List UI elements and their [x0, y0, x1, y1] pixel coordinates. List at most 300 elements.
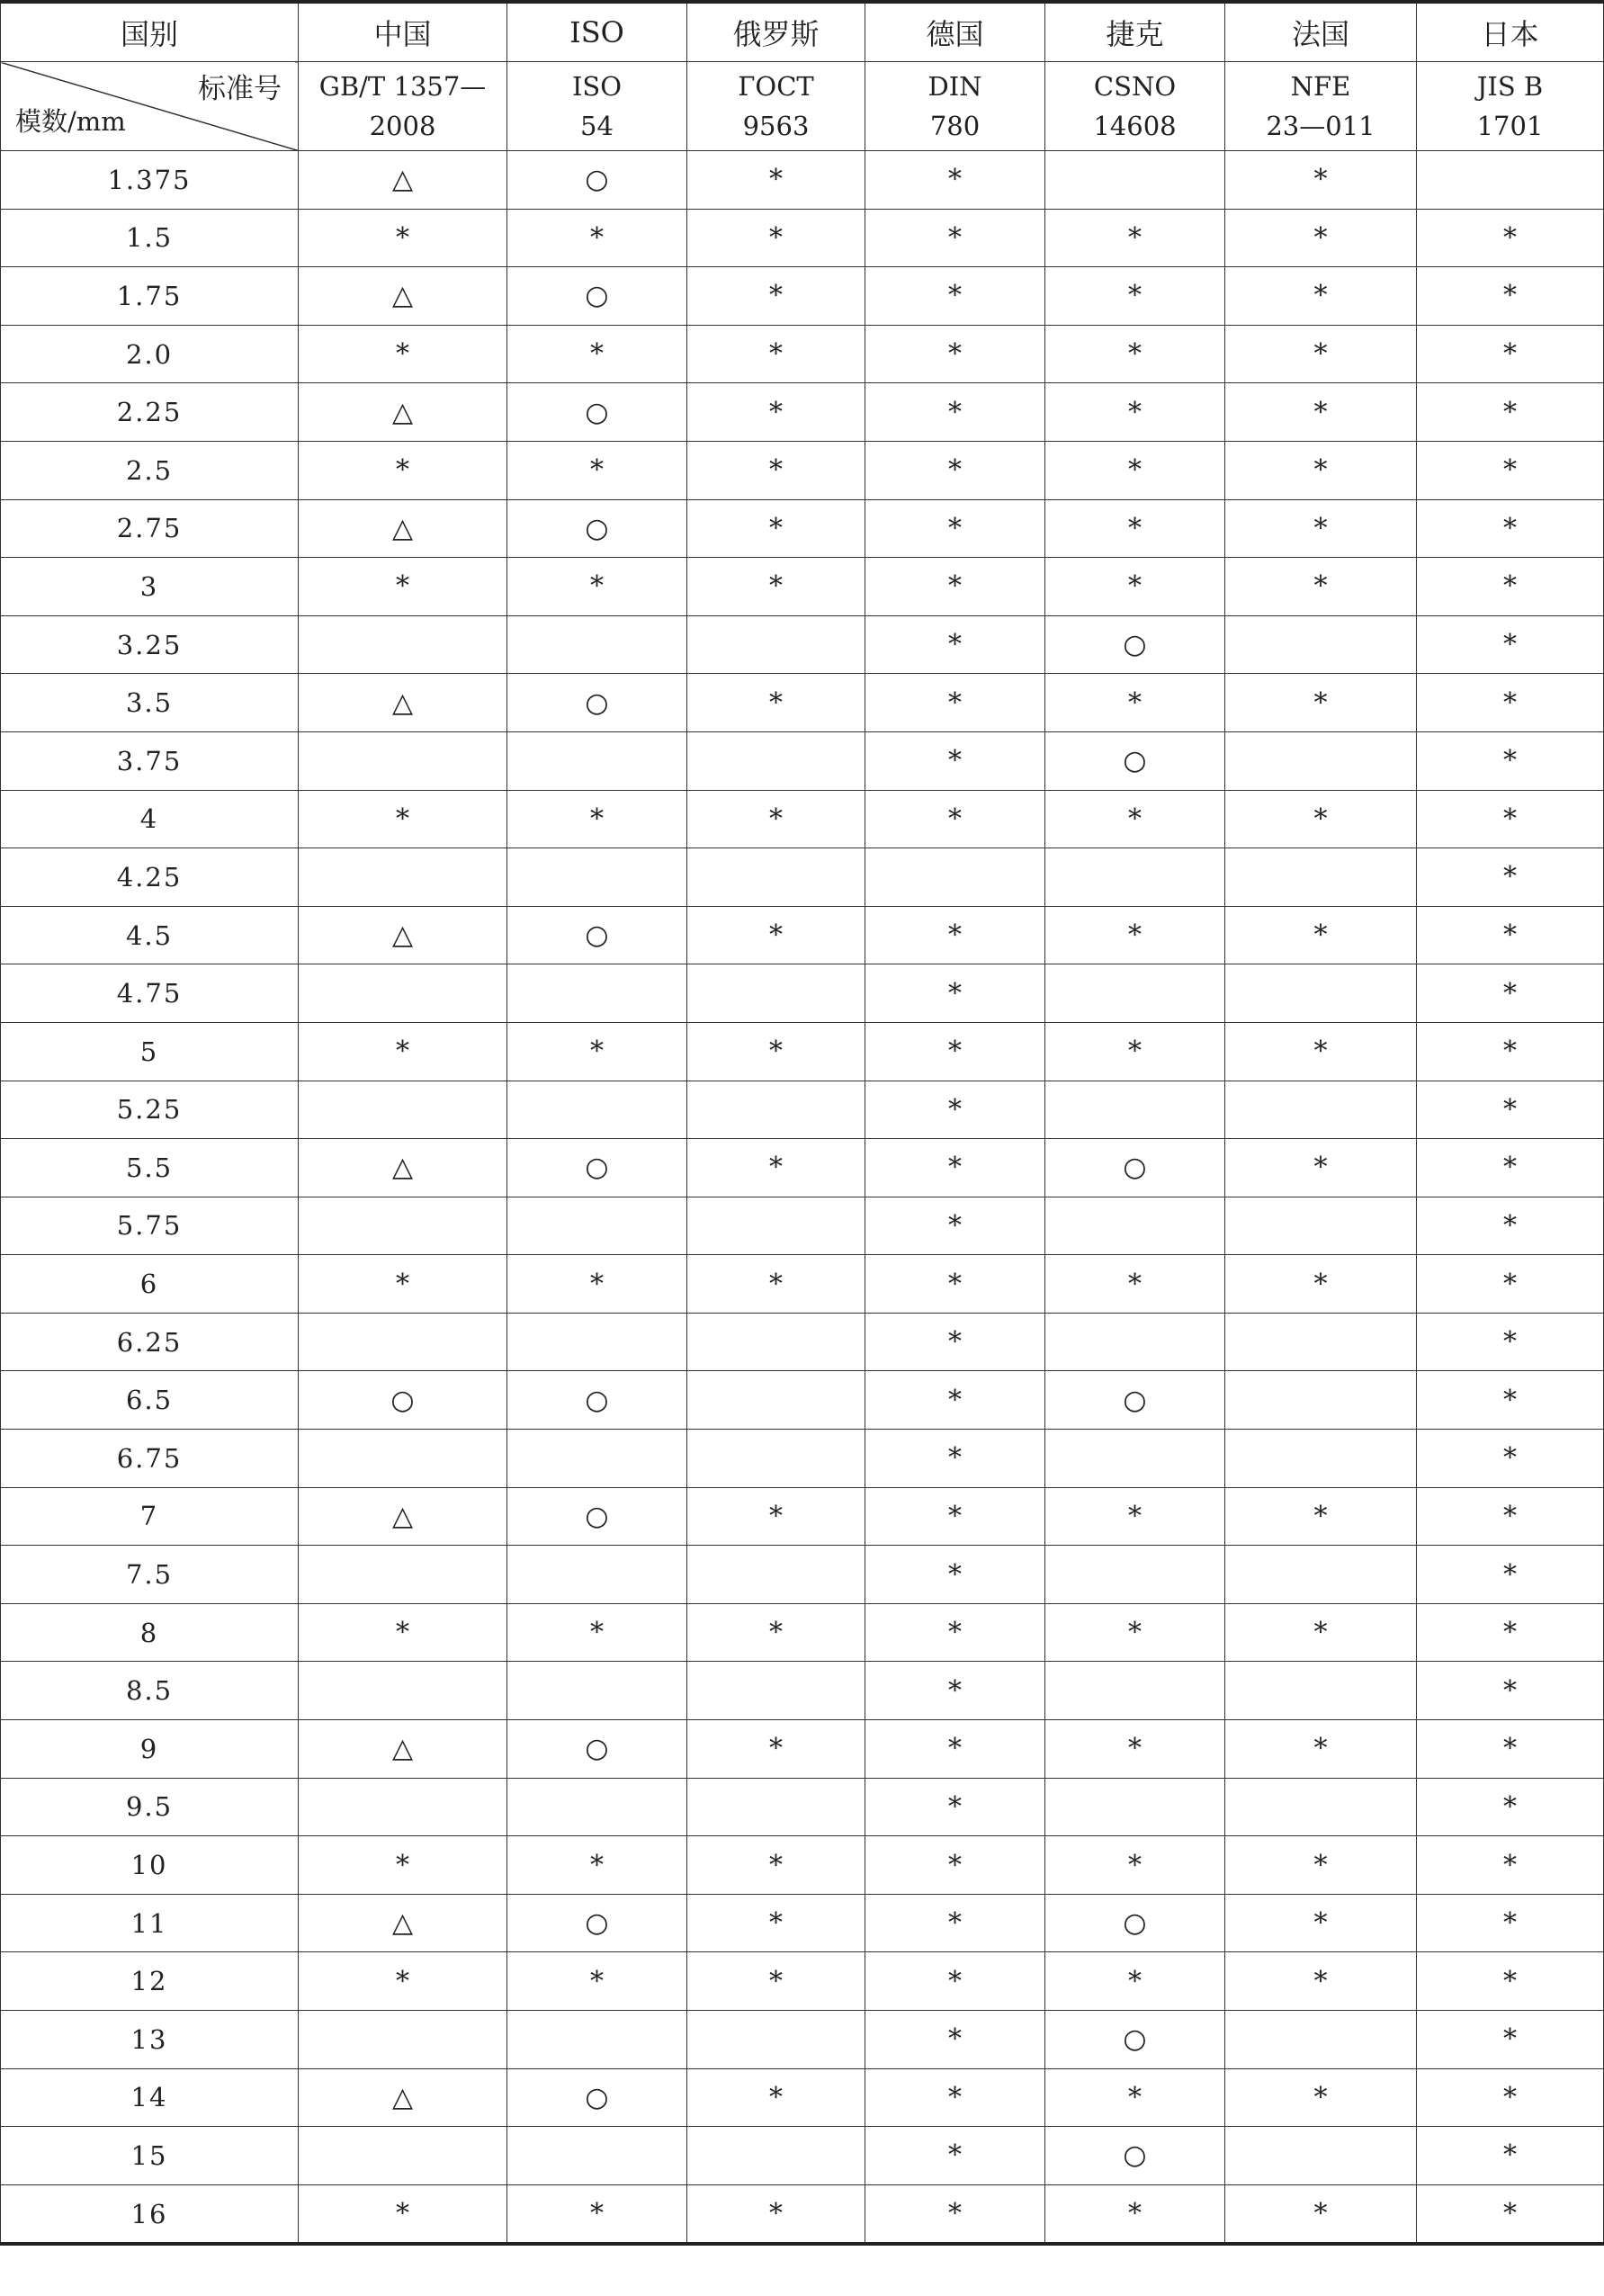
table-row: [1, 2127, 1604, 2185]
mark-cell: △: [299, 383, 507, 442]
mark-cell: *: [865, 209, 1045, 267]
mark-cell: *: [1045, 1952, 1225, 2011]
mark-cell: [507, 615, 687, 674]
mark-cell: *: [1045, 1022, 1225, 1081]
mark-cell: *: [299, 2184, 507, 2244]
mark-cell: △: [299, 2068, 507, 2127]
mark-cell: *: [1045, 558, 1225, 616]
mark-cell: *: [299, 1952, 507, 2011]
table-row: [1, 674, 1604, 732]
module-value: 7.5: [1, 1546, 299, 1604]
mark-cell: *: [865, 499, 1045, 558]
mark-cell: [687, 1081, 865, 1139]
mark-cell: △: [299, 1139, 507, 1197]
mark-cell: [1045, 848, 1225, 907]
mark-cell: *: [1417, 1720, 1604, 1779]
mark-cell: [299, 1778, 507, 1836]
header-russia: 俄罗斯: [687, 2, 865, 62]
standard-china: GB/T 1357— 2008: [299, 62, 507, 151]
mark-cell: *: [865, 1546, 1045, 1604]
mark-cell: [299, 1430, 507, 1488]
mark-cell: *: [865, 2068, 1045, 2127]
mark-cell: *: [507, 441, 687, 499]
table-row: [1, 325, 1604, 383]
mark-cell: ○: [1045, 2011, 1225, 2069]
table-row: [1, 790, 1604, 848]
header-germany: 德国: [865, 2, 1045, 62]
mark-cell: *: [1417, 1081, 1604, 1139]
mark-cell: *: [1225, 2068, 1417, 2127]
mark-cell: ○: [507, 1894, 687, 1952]
mark-cell: [1225, 1546, 1417, 1604]
header-country-label: 国别: [1, 2, 299, 62]
mark-cell: *: [1417, 1430, 1604, 1488]
module-value: 10: [1, 1836, 299, 1895]
mark-cell: *: [687, 558, 865, 616]
mark-cell: [507, 731, 687, 790]
mark-cell: *: [865, 1778, 1045, 1836]
module-value: 7: [1, 1487, 299, 1546]
mark-cell: *: [299, 1603, 507, 1662]
mark-cell: *: [1417, 1662, 1604, 1720]
module-value: 1.5: [1, 209, 299, 267]
module-value: 9.5: [1, 1778, 299, 1836]
mark-cell: *: [865, 674, 1045, 732]
mark-cell: *: [1045, 383, 1225, 442]
mark-cell: [299, 1662, 507, 1720]
module-value: 5.75: [1, 1197, 299, 1255]
standard-number-label: 标准号: [198, 73, 282, 105]
mark-cell: *: [865, 1720, 1045, 1779]
mark-cell: [687, 964, 865, 1023]
mark-cell: [299, 1313, 507, 1371]
module-value: 4.75: [1, 964, 299, 1023]
mark-cell: *: [1417, 1778, 1604, 1836]
mark-cell: *: [687, 267, 865, 326]
mark-cell: *: [1417, 1022, 1604, 1081]
mark-cell: *: [865, 1139, 1045, 1197]
mark-cell: [1225, 1430, 1417, 1488]
mark-cell: [1225, 848, 1417, 907]
mark-cell: *: [1225, 1487, 1417, 1546]
mark-cell: △: [299, 1894, 507, 1952]
standard-japan: JIS B 1701: [1417, 62, 1604, 151]
mark-cell: [299, 1546, 507, 1604]
module-value: 9: [1, 1720, 299, 1779]
mark-cell: [1225, 1371, 1417, 1430]
mark-cell: *: [865, 2184, 1045, 2244]
header-iso: ISO: [507, 2, 687, 62]
mark-cell: *: [1417, 906, 1604, 964]
mark-cell: *: [687, 674, 865, 732]
table-row: [1, 1603, 1604, 1662]
mark-cell: *: [865, 615, 1045, 674]
table-row: [1, 1546, 1604, 1604]
mark-cell: *: [299, 1836, 507, 1895]
mark-cell: *: [687, 906, 865, 964]
table-row: [1, 731, 1604, 790]
module-value: 3.75: [1, 731, 299, 790]
mark-cell: [299, 848, 507, 907]
mark-cell: *: [1417, 731, 1604, 790]
mark-cell: *: [1225, 1139, 1417, 1197]
table-row: [1, 1894, 1604, 1952]
mark-cell: *: [865, 383, 1045, 442]
mark-cell: *: [687, 1022, 865, 1081]
standard-czech: CSNO 14608: [1045, 62, 1225, 151]
mark-cell: *: [687, 1139, 865, 1197]
table-row: [1, 964, 1604, 1023]
table-row: [1, 1952, 1604, 2011]
mark-cell: *: [1045, 2068, 1225, 2127]
mark-cell: *: [687, 499, 865, 558]
mark-cell: *: [507, 1836, 687, 1895]
mark-cell: *: [865, 1894, 1045, 1952]
mark-cell: *: [687, 1255, 865, 1314]
mark-cell: *: [1417, 1197, 1604, 1255]
mark-cell: [687, 2011, 865, 2069]
table-row: [1, 267, 1604, 326]
table-row: [1, 2011, 1604, 2069]
mark-cell: *: [1417, 2127, 1604, 2185]
mark-cell: *: [865, 906, 1045, 964]
mark-cell: ○: [1045, 615, 1225, 674]
mark-cell: ○: [1045, 2127, 1225, 2185]
mark-cell: [687, 1778, 865, 1836]
mark-cell: △: [299, 674, 507, 732]
mark-cell: *: [687, 1603, 865, 1662]
module-value: 15: [1, 2127, 299, 2185]
mark-cell: *: [865, 1255, 1045, 1314]
mark-cell: *: [1417, 267, 1604, 326]
table-row: [1, 209, 1604, 267]
mark-cell: [507, 2011, 687, 2069]
table-row: [1, 441, 1604, 499]
mark-cell: *: [1417, 2184, 1604, 2244]
mark-cell: *: [1225, 209, 1417, 267]
table-row: [1, 383, 1604, 442]
header-czech: 捷克: [1045, 2, 1225, 62]
mark-cell: *: [687, 2184, 865, 2244]
mark-cell: [865, 848, 1045, 907]
module-value: 6: [1, 1255, 299, 1314]
module-value: 6.75: [1, 1430, 299, 1488]
mark-cell: *: [687, 1720, 865, 1779]
mark-cell: *: [865, 1430, 1045, 1488]
mark-cell: *: [507, 1603, 687, 1662]
table-row: [1, 1430, 1604, 1488]
mark-cell: [1225, 1778, 1417, 1836]
table-row: [1, 906, 1604, 964]
module-value: 14: [1, 2068, 299, 2127]
mark-cell: *: [1225, 383, 1417, 442]
mark-cell: *: [1045, 1255, 1225, 1314]
mark-cell: *: [507, 1952, 687, 2011]
mark-cell: [1225, 2127, 1417, 2185]
module-value: 16: [1, 2184, 299, 2244]
module-value: 8.5: [1, 1662, 299, 1720]
mark-cell: *: [1417, 790, 1604, 848]
module-value: 5.5: [1, 1139, 299, 1197]
mark-cell: *: [1417, 1836, 1604, 1895]
mark-cell: *: [1417, 2068, 1604, 2127]
mark-cell: *: [865, 1836, 1045, 1895]
module-value: 1.375: [1, 151, 299, 210]
mark-cell: [299, 2011, 507, 2069]
mark-cell: *: [1417, 441, 1604, 499]
mark-cell: *: [687, 1487, 865, 1546]
mark-cell: [507, 1081, 687, 1139]
header-japan: 日本: [1417, 2, 1604, 62]
mark-cell: *: [687, 790, 865, 848]
mark-cell: △: [299, 267, 507, 326]
module-value: 2.0: [1, 325, 299, 383]
mark-cell: [687, 1371, 865, 1430]
mark-cell: *: [1417, 499, 1604, 558]
mark-cell: *: [1417, 1894, 1604, 1952]
mark-cell: *: [1045, 209, 1225, 267]
mark-cell: *: [865, 1952, 1045, 2011]
mark-cell: *: [687, 441, 865, 499]
table-row: [1, 2184, 1604, 2244]
mark-cell: [1045, 1197, 1225, 1255]
mark-cell: [1045, 1430, 1225, 1488]
module-value: 3.25: [1, 615, 299, 674]
mark-cell: [507, 2127, 687, 2185]
module-value: 8: [1, 1603, 299, 1662]
mark-cell: ○: [1045, 1139, 1225, 1197]
module-value: 4: [1, 790, 299, 848]
mark-cell: ○: [507, 2068, 687, 2127]
mark-cell: *: [507, 1022, 687, 1081]
mark-cell: ○: [507, 151, 687, 210]
mark-cell: *: [865, 325, 1045, 383]
mark-cell: [1045, 151, 1225, 210]
table-row: [1, 615, 1604, 674]
mark-cell: *: [865, 1197, 1045, 1255]
mark-cell: [1225, 1081, 1417, 1139]
mark-cell: *: [1417, 2011, 1604, 2069]
table-row: [1, 1139, 1604, 1197]
mark-cell: ○: [1045, 1894, 1225, 1952]
mark-cell: [1225, 731, 1417, 790]
mark-cell: ○: [507, 1371, 687, 1430]
header-row-standard: [1, 62, 1604, 151]
mark-cell: [687, 731, 865, 790]
header-france: 法国: [1225, 2, 1417, 62]
table-row: [1, 1255, 1604, 1314]
table-row: [1, 1720, 1604, 1779]
mark-cell: *: [507, 790, 687, 848]
mark-cell: *: [1225, 1894, 1417, 1952]
mark-cell: *: [1045, 790, 1225, 848]
mark-cell: *: [1225, 325, 1417, 383]
mark-cell: *: [1417, 1952, 1604, 2011]
mark-cell: ○: [507, 499, 687, 558]
mark-cell: △: [299, 906, 507, 964]
mark-cell: *: [299, 1022, 507, 1081]
mark-cell: [1225, 1313, 1417, 1371]
module-value: 2.5: [1, 441, 299, 499]
mark-cell: *: [865, 1371, 1045, 1430]
mark-cell: *: [1225, 2184, 1417, 2244]
mark-cell: *: [687, 151, 865, 210]
mark-cell: ○: [299, 1371, 507, 1430]
mark-cell: *: [1417, 1546, 1604, 1604]
mark-cell: [687, 1197, 865, 1255]
mark-cell: [507, 964, 687, 1023]
mark-cell: *: [1417, 964, 1604, 1023]
mark-cell: *: [1417, 1255, 1604, 1314]
diagonal-header-cell: [1, 62, 299, 151]
mark-cell: *: [687, 209, 865, 267]
mark-cell: [1045, 964, 1225, 1023]
table-row: [1, 558, 1604, 616]
mark-cell: [687, 1662, 865, 1720]
mark-cell: *: [865, 1022, 1045, 1081]
mark-cell: *: [1045, 267, 1225, 326]
mark-cell: *: [1045, 906, 1225, 964]
mark-cell: [1225, 1197, 1417, 1255]
mark-cell: *: [1045, 499, 1225, 558]
mark-cell: *: [1045, 1720, 1225, 1779]
mark-cell: *: [507, 2184, 687, 2244]
mark-cell: [507, 1430, 687, 1488]
mark-cell: *: [1225, 267, 1417, 326]
standard-germany: DIN 780: [865, 62, 1045, 151]
table-row: [1, 1662, 1604, 1720]
mark-cell: *: [1225, 151, 1417, 210]
table-row: [1, 499, 1604, 558]
mark-cell: [299, 964, 507, 1023]
module-value: 6.25: [1, 1313, 299, 1371]
table-row: [1, 151, 1604, 210]
mark-cell: ○: [1045, 1371, 1225, 1430]
mark-cell: *: [865, 267, 1045, 326]
mark-cell: *: [865, 964, 1045, 1023]
mark-cell: *: [1045, 1836, 1225, 1895]
mark-cell: *: [1225, 1603, 1417, 1662]
mark-cell: *: [1045, 2184, 1225, 2244]
mark-cell: *: [865, 2127, 1045, 2185]
mark-cell: [1225, 615, 1417, 674]
mark-cell: [1417, 151, 1604, 210]
mark-cell: *: [299, 441, 507, 499]
mark-cell: [507, 1778, 687, 1836]
table-row: [1, 1313, 1604, 1371]
table-row: [1, 1487, 1604, 1546]
table-row: [1, 2068, 1604, 2127]
mark-cell: *: [1417, 674, 1604, 732]
mark-cell: [687, 2127, 865, 2185]
mark-cell: *: [865, 790, 1045, 848]
module-value: 3.5: [1, 674, 299, 732]
mark-cell: *: [1045, 674, 1225, 732]
mark-cell: ○: [507, 1487, 687, 1546]
mark-cell: *: [1045, 441, 1225, 499]
mark-cell: *: [507, 325, 687, 383]
mark-cell: [1225, 1662, 1417, 1720]
mark-cell: *: [687, 325, 865, 383]
standard-russia: ГОСТ 9563: [687, 62, 865, 151]
mark-cell: *: [687, 1836, 865, 1895]
mark-cell: [299, 1197, 507, 1255]
table-row: [1, 1371, 1604, 1430]
mark-cell: *: [1417, 558, 1604, 616]
mark-cell: *: [1417, 615, 1604, 674]
mark-cell: [1045, 1546, 1225, 1604]
mark-cell: ○: [507, 1139, 687, 1197]
mark-cell: *: [1225, 1836, 1417, 1895]
mark-cell: ○: [507, 674, 687, 732]
mark-cell: *: [1225, 674, 1417, 732]
mark-cell: [687, 1546, 865, 1604]
mark-cell: △: [299, 151, 507, 210]
mark-cell: [507, 848, 687, 907]
mark-cell: *: [1225, 499, 1417, 558]
mark-cell: *: [1417, 1487, 1604, 1546]
mark-cell: *: [1225, 1022, 1417, 1081]
mark-cell: [1225, 964, 1417, 1023]
mark-cell: △: [299, 499, 507, 558]
mark-cell: [687, 615, 865, 674]
mark-cell: *: [865, 441, 1045, 499]
standard-france: NFE 23—011: [1225, 62, 1417, 151]
mark-cell: *: [865, 731, 1045, 790]
mark-cell: *: [299, 209, 507, 267]
mark-cell: *: [865, 1603, 1045, 1662]
table-row: [1, 1836, 1604, 1895]
mark-cell: *: [865, 1313, 1045, 1371]
mark-cell: *: [1225, 790, 1417, 848]
mark-cell: [1225, 2011, 1417, 2069]
mark-cell: [687, 1430, 865, 1488]
table-row: [1, 1022, 1604, 1081]
mark-cell: [507, 1546, 687, 1604]
module-value: 13: [1, 2011, 299, 2069]
mark-cell: *: [687, 1952, 865, 2011]
mark-cell: ○: [507, 383, 687, 442]
table-row: [1, 848, 1604, 907]
mark-cell: *: [1045, 1603, 1225, 1662]
mark-cell: *: [1417, 1313, 1604, 1371]
table-row: [1, 1197, 1604, 1255]
module-value: 5.25: [1, 1081, 299, 1139]
mark-cell: *: [1417, 325, 1604, 383]
mark-cell: [1045, 1662, 1225, 1720]
mark-cell: [299, 2127, 507, 2185]
mark-cell: *: [1045, 1487, 1225, 1546]
mark-cell: ○: [507, 267, 687, 326]
mark-cell: *: [865, 151, 1045, 210]
module-value: 3: [1, 558, 299, 616]
mark-cell: *: [1225, 1255, 1417, 1314]
mark-cell: *: [299, 1255, 507, 1314]
mark-cell: [1045, 1778, 1225, 1836]
mark-cell: *: [687, 1894, 865, 1952]
mark-cell: *: [1045, 325, 1225, 383]
mark-cell: [507, 1197, 687, 1255]
module-value: 5: [1, 1022, 299, 1081]
mark-cell: ○: [507, 906, 687, 964]
mark-cell: *: [865, 1487, 1045, 1546]
mark-cell: [507, 1662, 687, 1720]
mark-cell: *: [1225, 906, 1417, 964]
table-row: [1, 1081, 1604, 1139]
mark-cell: *: [865, 2011, 1045, 2069]
module-value: 4.25: [1, 848, 299, 907]
module-value: 12: [1, 1952, 299, 2011]
